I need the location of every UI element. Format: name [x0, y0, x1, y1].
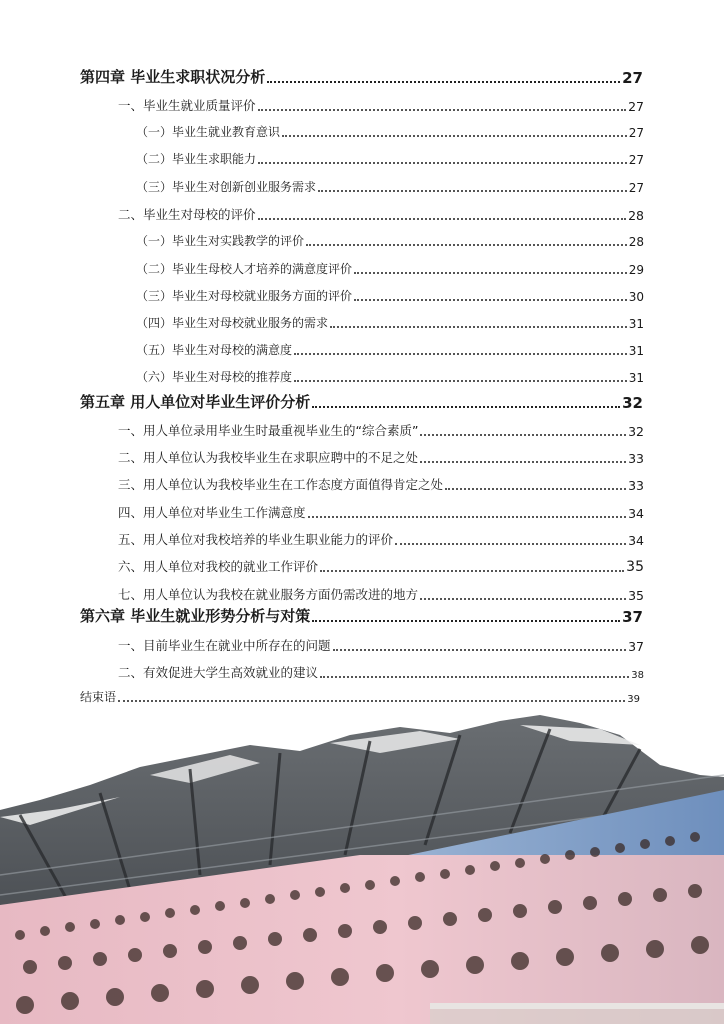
toc-subsection[interactable]	[136, 123, 644, 140]
toc-section[interactable]	[118, 421, 644, 439]
dot-leader	[294, 353, 627, 355]
toc-label: （三）毕业生对母校就业服务方面的评价	[136, 289, 353, 303]
dot-leader	[420, 461, 626, 463]
toc-label: 二、用人单位认为我校毕业生在求职应聘中的不足之处	[118, 450, 419, 465]
dot-leader	[320, 676, 629, 678]
toc-page-number: 37	[622, 608, 643, 626]
toc-subsection[interactable]	[136, 287, 644, 304]
toc-page-number: 35	[628, 588, 644, 603]
toc-label: 第四章 毕业生求职状况分析	[80, 68, 266, 86]
toc-section[interactable]	[118, 530, 644, 548]
toc-page-number: 32	[622, 394, 643, 412]
toc-label: 七、用人单位认为我校在就业服务方面仍需改进的地方	[118, 587, 419, 602]
toc-label: （一）毕业生对实践教学的评价	[136, 234, 305, 248]
toc-label: （一）毕业生就业教育意识	[136, 125, 281, 139]
toc-page-number: 33	[628, 478, 644, 493]
dot-leader	[312, 406, 620, 408]
toc-label: 二、有效促进大学生高效就业的建议	[118, 665, 319, 680]
dot-leader	[308, 516, 627, 518]
toc-chapter-5[interactable]	[80, 391, 643, 412]
toc-page-number: 27	[628, 99, 644, 114]
toc-subsection[interactable]	[136, 178, 644, 195]
toc-label: 一、目前毕业生在就业中所存在的问题	[118, 638, 331, 653]
toc-page-number: 32	[628, 424, 644, 439]
toc-page-number: 27	[622, 69, 643, 87]
toc-subsection[interactable]	[136, 232, 644, 249]
dot-leader	[258, 218, 627, 220]
toc-page-number: 31	[628, 344, 644, 358]
toc-page-number: 28	[628, 208, 644, 223]
toc-page-number: 27	[628, 181, 644, 195]
dot-leader	[330, 326, 627, 328]
toc-label: 一、用人单位录用毕业生时最重视毕业生的“综合素质”	[118, 423, 419, 438]
dot-leader	[118, 700, 625, 702]
toc-label: （五）毕业生对母校的满意度	[136, 343, 293, 357]
toc-chapter-6[interactable]	[80, 605, 643, 626]
toc-subsection[interactable]	[136, 314, 644, 331]
toc-page-number: 33	[628, 451, 644, 466]
toc-label: 第五章 用人单位对毕业生评价分析	[80, 393, 311, 411]
toc-page-number: 30	[628, 290, 644, 304]
toc-page-number: 35	[626, 559, 644, 575]
toc-label: 五、用人单位对我校培养的毕业生职业能力的评价	[118, 532, 394, 547]
toc-subsection[interactable]	[136, 150, 644, 167]
toc-label: 结束语	[80, 690, 117, 704]
toc-label: （二）毕业生求职能力	[136, 152, 257, 166]
toc-section[interactable]	[118, 663, 644, 681]
toc-page-number: 29	[628, 263, 644, 277]
toc-section[interactable]	[118, 503, 644, 521]
toc-label: 一、毕业生就业质量评价	[118, 98, 256, 113]
toc-label: （三）毕业生对创新创业服务需求	[136, 180, 317, 194]
toc-page-number: 28	[628, 235, 644, 249]
dot-leader	[354, 299, 627, 301]
dot-leader	[395, 543, 626, 545]
toc-label: （四）毕业生对母校就业服务的需求	[136, 316, 329, 330]
toc-section[interactable]	[118, 636, 644, 654]
toc-label: 四、用人单位对毕业生工作满意度	[118, 505, 306, 520]
toc-section[interactable]	[118, 96, 644, 114]
toc-page-number: 31	[628, 371, 644, 385]
toc-subsection[interactable]	[136, 260, 644, 277]
toc-section[interactable]	[118, 448, 644, 466]
dot-leader	[445, 488, 626, 490]
dot-leader	[354, 272, 627, 274]
dot-leader	[318, 190, 627, 192]
toc-label: 三、用人单位认为我校毕业生在工作态度方面值得肯定之处	[118, 477, 444, 492]
toc-section[interactable]	[118, 205, 644, 223]
dot-leader	[258, 109, 627, 111]
toc-page-number: 27	[628, 126, 644, 140]
toc-chapter-4[interactable]	[80, 66, 643, 87]
dot-leader	[333, 649, 627, 651]
toc-subsection[interactable]	[136, 368, 644, 385]
dot-leader	[294, 380, 627, 382]
toc-page-number: 34	[628, 506, 644, 521]
toc-page-number: 31	[628, 317, 644, 331]
toc-page-number: 38	[631, 670, 644, 681]
toc-section[interactable]	[118, 475, 644, 493]
toc-page-number: 39	[627, 694, 640, 705]
toc-label: （六）毕业生对母校的推荐度	[136, 370, 293, 384]
dot-leader	[420, 434, 626, 436]
toc-label: 六、用人单位对我校的就业工作评价	[118, 559, 319, 574]
toc-conclusion[interactable]	[80, 688, 640, 705]
dot-leader	[267, 81, 620, 83]
toc-section[interactable]	[118, 557, 644, 575]
dot-leader	[320, 570, 624, 572]
dot-leader	[306, 244, 627, 246]
toc-section[interactable]	[118, 585, 644, 603]
toc-label: 第六章 毕业生就业形势分析与对策	[80, 607, 311, 625]
toc-page-number: 27	[628, 153, 644, 167]
graduates-stadium-photo	[0, 705, 724, 1024]
toc-label: 二、毕业生对母校的评价	[118, 207, 256, 222]
dot-leader	[258, 162, 627, 164]
dot-leader	[312, 620, 620, 622]
toc-page-number: 37	[628, 639, 644, 654]
toc-label: （二）毕业生母校人才培养的满意度评价	[136, 262, 353, 276]
dot-leader	[282, 135, 627, 137]
toc-subsection[interactable]	[136, 341, 644, 358]
toc-page-number: 34	[628, 533, 644, 548]
dot-leader	[420, 598, 626, 600]
